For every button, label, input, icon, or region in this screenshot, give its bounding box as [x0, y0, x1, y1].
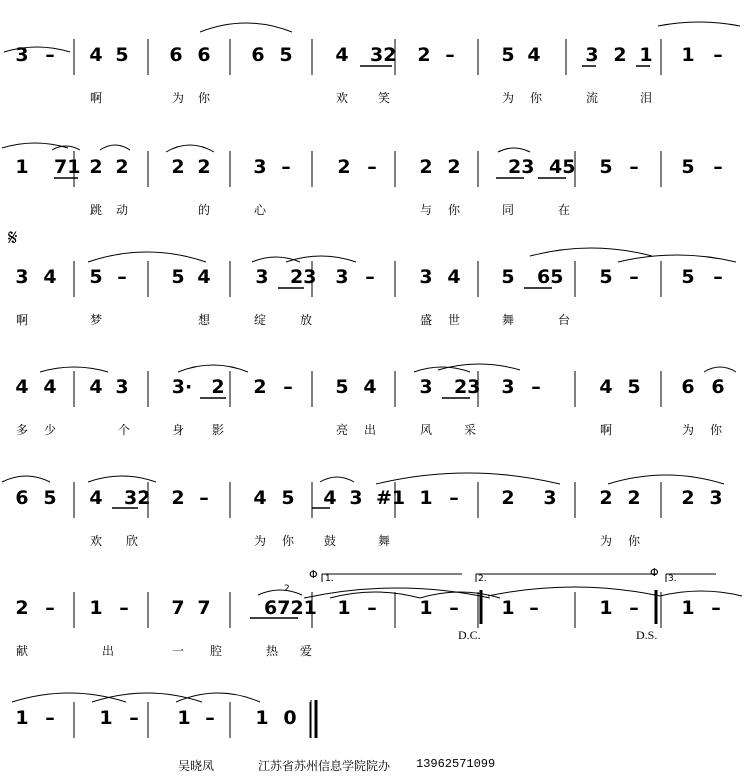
lyric: 采	[463, 423, 476, 437]
note: 5	[171, 266, 185, 288]
note: 3	[15, 266, 29, 288]
volta-3-label: 3.	[668, 574, 677, 584]
lyric: 欣	[125, 534, 138, 548]
lyric: 想	[197, 313, 210, 327]
note: 23	[290, 266, 317, 288]
note: #1	[376, 487, 406, 509]
note: 32	[124, 487, 151, 509]
lyric: 动	[115, 203, 128, 217]
volta-1-label: 1.	[325, 574, 334, 584]
tie-slur	[200, 23, 292, 32]
note: 1	[255, 707, 269, 729]
note: –	[367, 597, 377, 619]
note: 4	[89, 487, 103, 509]
note: 5	[599, 156, 613, 178]
note: 7	[197, 597, 211, 619]
note: 71	[54, 156, 81, 178]
note: –	[629, 156, 639, 178]
note: 1	[599, 597, 613, 619]
lyric: 鼓	[323, 534, 336, 548]
footer-phone: 13962571099	[416, 757, 496, 771]
lyric: 同	[501, 203, 514, 217]
note: 3	[419, 376, 433, 398]
note: 4	[335, 44, 349, 66]
tie-slur	[100, 145, 130, 150]
note: 6	[251, 44, 265, 66]
note: 2	[197, 156, 211, 178]
note: 3	[709, 487, 723, 509]
note: 4	[43, 266, 57, 288]
lyric: 台	[557, 313, 570, 327]
note: –	[449, 487, 459, 509]
note: 2	[417, 44, 431, 66]
lyric: 的	[197, 203, 210, 217]
note: 3	[253, 156, 267, 178]
note: 2	[447, 156, 461, 178]
note: 23	[454, 376, 481, 398]
lyric: 梦	[89, 313, 102, 327]
tie-slur	[438, 364, 520, 370]
lyric: 一	[171, 644, 184, 658]
note: –	[119, 597, 129, 619]
note: –	[711, 597, 721, 619]
tie-slur	[176, 693, 260, 702]
note: 5	[681, 266, 695, 288]
lyric: 多	[15, 423, 28, 437]
note: 3	[585, 44, 599, 66]
note: 3	[115, 376, 129, 398]
tie-slur	[166, 145, 214, 152]
note: 2	[681, 487, 695, 509]
tie-slur	[320, 477, 354, 482]
lyric: 为	[681, 423, 694, 437]
coda-sign: Φ	[309, 568, 318, 581]
note: –	[713, 44, 723, 66]
lyric: 身	[171, 423, 184, 437]
lyric: 献	[15, 644, 28, 658]
note: 1	[681, 44, 695, 66]
lyric: 盛	[419, 313, 432, 327]
tie-slur	[376, 473, 560, 484]
lyric: 心	[253, 203, 266, 217]
note: 4	[323, 487, 337, 509]
note: 3	[543, 487, 557, 509]
note: –	[283, 376, 293, 398]
dc-mark: D.C.	[458, 628, 481, 642]
lyric: 放	[299, 313, 312, 327]
note: 5	[501, 44, 515, 66]
lyric: 泪	[639, 91, 652, 105]
note: 2	[115, 156, 129, 178]
lyric: 你	[281, 534, 294, 548]
note: –	[117, 266, 127, 288]
note: 4	[89, 44, 103, 66]
note: 4	[197, 266, 211, 288]
note: 5	[627, 376, 641, 398]
lyric: 出	[101, 644, 114, 658]
note: 2	[627, 487, 641, 509]
note: 1	[681, 597, 695, 619]
note: 2	[253, 376, 267, 398]
lyric: 为	[253, 534, 266, 548]
note: –	[365, 266, 375, 288]
lyric: 流	[585, 91, 598, 105]
note: 1	[99, 707, 113, 729]
lyric: 亮	[335, 423, 348, 437]
note: –	[199, 487, 209, 509]
lyric: 腔	[209, 644, 222, 658]
note: 2	[501, 487, 515, 509]
lyric: 笑	[377, 91, 390, 105]
lyric: 为	[501, 91, 514, 105]
note: 3	[255, 266, 269, 288]
note: 6	[681, 376, 695, 398]
note: –	[45, 44, 55, 66]
note: 4	[363, 376, 377, 398]
lyric: 你	[627, 534, 640, 548]
note: 6	[197, 44, 211, 66]
lyric: 你	[197, 91, 210, 105]
note: –	[449, 597, 459, 619]
note: 5	[335, 376, 349, 398]
lyric: 欢	[335, 91, 348, 105]
note: 5	[501, 266, 515, 288]
volta-2-label: 2.	[478, 574, 487, 584]
lyric: 个	[117, 423, 130, 437]
tie-slur	[92, 693, 202, 702]
note: 23	[508, 156, 535, 178]
lyric: 啊	[15, 313, 28, 327]
footer-author: 吴晓凤	[178, 759, 215, 773]
note: –	[205, 707, 215, 729]
lyric: 啊	[89, 91, 102, 105]
note: 1	[639, 44, 653, 66]
tie-slur	[658, 22, 740, 26]
note: 4	[527, 44, 541, 66]
tie-slur	[618, 255, 736, 262]
lyric: 你	[709, 423, 722, 437]
note: 45	[549, 156, 576, 178]
note: 3·	[171, 376, 193, 398]
note: 4	[447, 266, 461, 288]
lyric: 绽	[253, 313, 266, 327]
note: 6	[711, 376, 725, 398]
tie-slur	[488, 587, 660, 596]
note: 2	[337, 156, 351, 178]
lyric: 与	[419, 203, 432, 217]
note: 4	[43, 376, 57, 398]
note: 1	[89, 597, 103, 619]
note: 5	[43, 487, 57, 509]
lyric: 舞	[501, 313, 514, 327]
footer-org: 江苏省苏州信息学院院办	[258, 759, 391, 773]
lyric: 出	[363, 423, 376, 437]
lyric: 影	[211, 423, 224, 437]
tie-slur	[88, 252, 206, 262]
tie-slur	[608, 475, 724, 484]
note: 5	[115, 44, 129, 66]
tie-slur	[88, 476, 156, 482]
note: 1	[419, 487, 433, 509]
note: 2	[15, 597, 29, 619]
note: 1	[337, 597, 351, 619]
tie-slur	[258, 590, 302, 595]
note: 2	[613, 44, 627, 66]
note: –	[367, 156, 377, 178]
note: 4	[15, 376, 29, 398]
note: –	[629, 597, 639, 619]
note: 4	[599, 376, 613, 398]
note: 6	[169, 44, 183, 66]
note: –	[529, 597, 539, 619]
note: –	[629, 266, 639, 288]
note: 5	[281, 487, 295, 509]
note: 3	[15, 44, 29, 66]
note: –	[531, 376, 541, 398]
note: 2	[211, 376, 225, 398]
note: 3	[349, 487, 363, 509]
note: 3	[501, 376, 515, 398]
ds-mark: D.S.	[636, 628, 658, 642]
grace-note-label: 2	[284, 584, 290, 594]
note: 0	[283, 707, 297, 729]
lyric: 你	[447, 203, 460, 217]
note: 5	[681, 156, 695, 178]
tie-slur	[178, 365, 248, 372]
lyric: 少	[43, 423, 56, 437]
note: 5	[89, 266, 103, 288]
note: 2	[599, 487, 613, 509]
lyric: 为	[171, 91, 184, 105]
lyric: 啊	[599, 423, 612, 437]
tie-slur	[52, 146, 80, 150]
note: –	[45, 597, 55, 619]
note: 1	[419, 597, 433, 619]
tie-slur	[2, 476, 50, 482]
lyric: 世	[447, 313, 460, 327]
note: 3	[419, 266, 433, 288]
note: 6	[15, 487, 29, 509]
note: 2	[171, 487, 185, 509]
note: 1	[15, 707, 29, 729]
note: 4	[253, 487, 267, 509]
lyric: 风	[419, 423, 432, 437]
note: –	[713, 266, 723, 288]
lyric: 你	[529, 91, 542, 105]
note: 5	[279, 44, 293, 66]
coda-sign-2: Φ	[650, 566, 659, 579]
note: –	[445, 44, 455, 66]
note: 32	[370, 44, 397, 66]
note: 1	[177, 707, 191, 729]
note: 2	[89, 156, 103, 178]
tie-slur	[414, 367, 470, 372]
note: 2	[171, 156, 185, 178]
note: –	[45, 707, 55, 729]
note: –	[713, 156, 723, 178]
lyric: 跳	[89, 203, 102, 217]
lyric: 爱	[299, 644, 312, 658]
lyric: 舞	[377, 534, 390, 548]
note: 2	[419, 156, 433, 178]
lyric: 欢	[89, 534, 102, 548]
note: –	[281, 156, 291, 178]
lyric: 为	[599, 534, 612, 548]
tie-slur	[530, 248, 652, 256]
note: 1	[15, 156, 29, 178]
note: –	[129, 707, 139, 729]
note: 1	[501, 597, 515, 619]
segno-sign: 𝄋	[8, 226, 18, 251]
tie-slur	[660, 591, 742, 596]
note: 65	[537, 266, 564, 288]
note: 4	[89, 376, 103, 398]
tie-slur	[498, 148, 530, 152]
note: 5	[599, 266, 613, 288]
note: 6721	[264, 597, 317, 619]
note: 3	[335, 266, 349, 288]
tie-slur	[704, 367, 736, 372]
note: 7	[171, 597, 185, 619]
lyric: 热	[265, 644, 278, 658]
lyric: 在	[557, 203, 570, 217]
